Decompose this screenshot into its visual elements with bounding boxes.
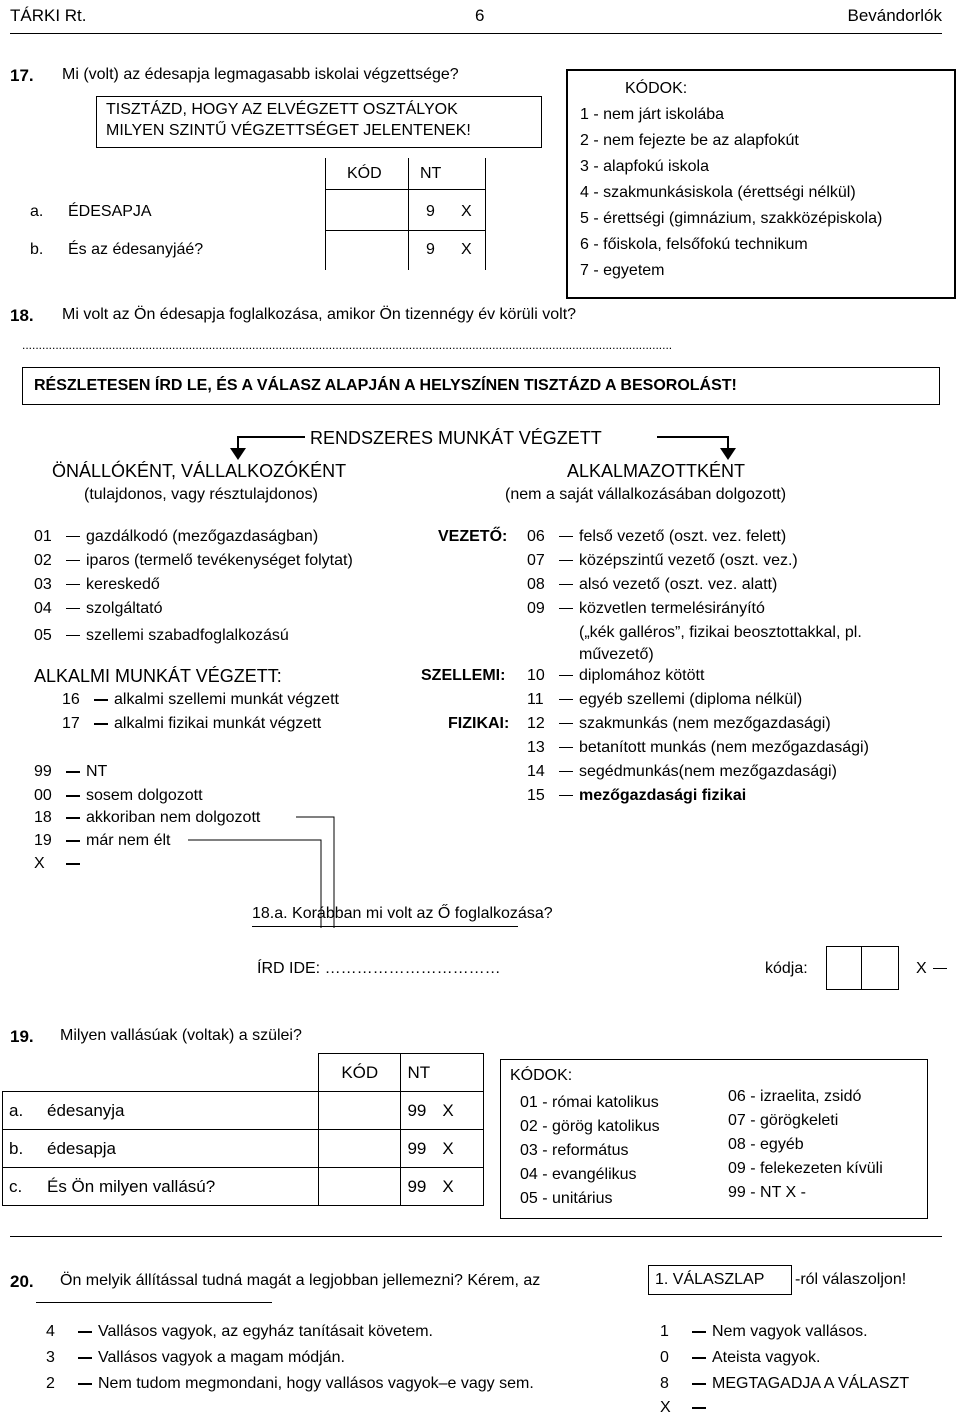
q19-row-a-nt[interactable] [401,1092,484,1130]
q18a-x-label: X [916,960,927,977]
q18-emp-label: segédmunkás(nem mezőgazdasági) [579,763,837,780]
q18-self-code: 02 [34,552,52,569]
q20-card-label: 1. VÁLASZLAP [655,1271,765,1288]
q19-codes-title: KÓDOK: [510,1067,573,1084]
q18-other-code: 99 [34,763,52,780]
q17-code-item: 7 - egyetem [580,262,665,279]
q20-number: 20. [10,1272,34,1291]
q20-after: -ról válaszoljon! [795,1271,907,1288]
q18-self-code: 05 [34,627,52,644]
q17-col-kod: KÓD [347,165,382,182]
q19-row-c-nt-value: 99 [407,1176,427,1196]
q20-option-item[interactable] [660,1323,868,1341]
q18-self-label: szolgáltató [86,600,163,617]
q18-emp-label: („kék galléros”, fizikai beosztottakkal, pl. [579,624,862,641]
q19-code-item: 02 - görög katolikus [520,1118,660,1135]
q20-option-dash [692,1357,706,1359]
q17-code-item: 5 - érettségi (gimnázium, szakközépiskola) [580,210,883,227]
q18-cat-vezeto: VEZETŐ: [438,528,508,545]
q18-other-code: 00 [34,787,52,804]
q18a-x-dash [933,968,947,969]
q19-header-blank [3,1054,319,1092]
q18-other-label: NT [86,763,108,780]
q19-row-a-label [3,1092,319,1130]
q19-table [2,1053,484,1206]
q20-option-dash [692,1331,706,1333]
q18-self-label: szellemi szabadfoglalkozású [86,627,289,644]
q20-top-rule [10,1236,942,1237]
q18-self-label: gazdálkodó (mezőgazdaságban) [86,528,319,545]
q18-emp-label: közvetlen termelésirányító [579,600,765,617]
q18-self-label: iparos (termelő tevékenységet folytat) [86,552,353,569]
q19-code-item: 07 - görögkeleti [728,1112,839,1129]
q18-other-code: 18 [34,809,52,826]
header-left: TÁRKI Rt. [10,6,87,25]
q18-self-code: 01 [34,528,52,545]
q20-option-item[interactable] [46,1323,433,1341]
q18-self-code: 04 [34,600,52,617]
q18a-x[interactable] [916,960,953,978]
q19-row-b-nt-value: 99 [407,1138,427,1158]
q19-row-b-text: édesapja [47,1138,117,1158]
q20-option-code: 3 [46,1349,55,1366]
q18-emp-label: szakmunkás (nem mezőgazdasági) [579,715,831,732]
q18a-code-box-1[interactable] [826,946,862,990]
q18-other-code: 19 [34,832,52,849]
q20-underline [36,1302,272,1303]
q17-code-item: 4 - szakmunkásiskola (érettségi nélkül) [580,184,856,201]
q20-option-label: Nem vagyok vallásos. [712,1323,868,1340]
q18-cat-szellemi: SZELLEMI: [421,667,506,684]
q20-option-item[interactable] [46,1375,534,1393]
header-page-number: 6 [475,6,485,25]
q19-row-c-letter: c. [9,1176,23,1196]
q19-number: 19. [10,1027,34,1046]
q17-row-b-label: És az édesanyjáé? [68,241,204,258]
q18-casual-label: alkalmi fizikai munkát végzett [114,715,322,732]
q20-option-code: 8 [660,1375,669,1392]
q18-emp-code: 06 [527,528,545,545]
q20-option-label: MEGTAGADJA A VÁLASZT [712,1375,910,1392]
q17-col-nt: NT [420,165,442,182]
q20-option-code: 0 [660,1349,669,1366]
q18-question: Mi volt az Ön édesapja foglalkozása, amikor Ön tizennégy év körüli volt? [62,306,577,323]
q17-row-a-nt[interactable]: 9 [426,203,435,220]
q20-option-item[interactable] [46,1349,345,1367]
q19-row-a-nt-value: 99 [407,1100,427,1120]
q19-code-item: 09 - felekezeten kívüli [728,1160,883,1177]
q18-instruction: RÉSZLETESEN ÍRD LE, ÉS A VÁLASZ ALAPJÁN A HELYSZÍNEN TISZTÁZD A BESOROLÁST! [34,377,737,394]
q18-employee-sub: (nem a saját vállalkozásában dolgozott) [505,486,787,503]
q17-instruction-line2: MILYEN SZINTŰ VÉGZETTSÉGET JELENTENEK! [106,122,471,139]
q18a-underline [252,926,518,927]
q18a-code-box-2[interactable] [861,946,899,990]
q18-emp-label: felső vezető (oszt. vez. felett) [579,528,787,545]
q20-option-label: Vallásos vagyok, az egyház tanításait követem. [98,1323,433,1340]
q18-emp-code: 10 [527,667,545,684]
q18-emp-code: 13 [527,739,545,756]
q18-self-code: 03 [34,576,52,593]
q18-emp-label: diplomához kötött [579,667,705,684]
q18-casual-code: 16 [62,691,80,708]
q18-emp-code: 07 [527,552,545,569]
q20-option-item[interactable] [660,1349,821,1367]
q19-code-item: 03 - református [520,1142,629,1159]
q19-row-b-label [3,1130,319,1168]
q19-code-item: 04 - evangélikus [520,1166,637,1183]
q19-row-c-x: X [442,1176,454,1196]
q19-code-item: 01 - római katolikus [520,1094,659,1111]
q18-emp-label: középszintű vezető (oszt. vez.) [579,552,798,569]
q19-row-c-nt[interactable] [401,1168,484,1206]
q18-emp-code: 08 [527,576,545,593]
q17-code-item: 3 - alapfokú iskola [580,158,709,175]
q20-option-label: Ateista vagyok. [712,1349,821,1366]
q20-option-code: X [660,1399,671,1416]
q19-row-a-code[interactable] [319,1092,401,1130]
q18-emp-label: művezető) [579,646,654,663]
q18-employee-title: ALKALMAZOTTKÉNT [567,461,746,481]
q19-row-a-x: X [442,1100,454,1120]
q18-self-employed-sub: (tulajdonos, vagy résztulajdonos) [84,486,318,503]
header-right: Bevándorlók [847,6,942,25]
q20-option-code: 4 [46,1323,55,1340]
q17-row-b-x[interactable]: X [461,241,472,258]
q20-option-dash [78,1357,92,1359]
q19-question: Milyen vallásúak (voltak) a szülei? [60,1027,302,1044]
q19-row-a-text: édesanyja [47,1100,125,1120]
q18a-code-label: kódja: [765,960,808,977]
q20-option-dash [692,1383,706,1385]
q18-other-code: X [34,855,45,872]
q18a-write-here[interactable]: ÍRD IDE: …………………………… [257,960,501,977]
q18-self-label: kereskedő [86,576,160,593]
q18-casual-label: alkalmi szellemi munkát végzett [114,691,339,708]
q17-codes-title: KÓDOK: [625,80,688,97]
q18-emp-label: egyéb szellemi (diploma nélkül) [579,691,803,708]
q18-other-label: sosem dolgozott [86,787,203,804]
q20-option-label: Nem tudom megmondani, hogy vallásos vagyok–e vagy sem. [98,1375,534,1392]
q19-row-b-nt[interactable] [401,1130,484,1168]
q17-row-a-label: ÉDESAPJA [68,203,152,220]
q19-row-a-letter: a. [9,1100,24,1120]
q18-regular-work: RENDSZERES MUNKÁT VÉGZETT [310,428,602,448]
q19-row-b-letter: b. [9,1138,24,1158]
q19-row-b-code[interactable] [319,1130,401,1168]
q19-col-kod: KÓD [319,1054,401,1092]
q20-option-dash [78,1383,92,1385]
q18-emp-code: 11 [527,691,544,708]
q17-row-a-x[interactable]: X [461,203,472,220]
q18-self-employed-title: ÖNÁLLÓKÉNT, VÁLLALKOZÓKÉNT [52,461,347,481]
q20-option-dash [692,1407,706,1409]
q17-code-item: 6 - főiskola, felsőfokú technikum [580,236,808,253]
q17-number: 17. [10,66,34,85]
q19-code-item: 05 - unitárius [520,1190,613,1207]
q18-casual-title: ALKALMI MUNKÁT VÉGZETT: [34,666,282,686]
q18-cat-fizikai: FIZIKAI: [448,715,510,732]
q18-number: 18. [10,306,34,325]
q19-code-item: 99 - NT X - [728,1184,806,1201]
q18-other-label: már nem élt [86,832,171,849]
q20-option-item[interactable] [660,1399,712,1417]
q18-answer-dots[interactable]: ................................................................................................................................................................................................... [22,338,673,352]
q17-question: Mi (volt) az édesapja legmagasabb iskolai végzettsége? [62,66,459,83]
q17-code-item: 1 - nem járt iskolába [580,106,725,123]
q18a-question: 18.a. Korábban mi volt az Ő foglalkozása? [252,905,553,922]
q18-casual-code: 17 [62,715,80,732]
q18-emp-label: alsó vezető (oszt. vez. alatt) [579,576,778,593]
q17-row-a-letter: a. [30,203,44,220]
q18-emp-label: mezőgazdasági fizikai [579,787,747,804]
q18-emp-code: 14 [527,763,545,780]
q18-other-label: akkoriban nem dolgozott [86,809,261,826]
q19-row-c-code[interactable] [319,1168,401,1206]
q19-col-nt: NT [401,1054,484,1092]
q17-row-b-letter: b. [30,241,44,258]
q19-code-item: 06 - izraelita, zsidó [728,1088,862,1105]
q18-emp-label: betanított munkás (nem mezőgazdasági) [579,739,869,756]
q20-option-code: 2 [46,1375,55,1392]
q18-emp-code: 15 [527,787,545,804]
q20-question: Ön melyik állítással tudná magát a legjobban jellemezni? Kérem, az [60,1272,541,1289]
q20-option-item[interactable] [660,1375,909,1393]
q19-row-c-text: És Ön milyen vallású? [47,1176,216,1196]
q19-code-item: 08 - egyéb [728,1136,804,1153]
q18-emp-code: 09 [527,600,545,617]
q20-option-label: Vallásos vagyok a magam módján. [98,1349,345,1366]
q17-code-item: 2 - nem fejezte be az alapfokút [580,132,799,149]
q17-row-b-nt[interactable]: 9 [426,241,435,258]
q17-instruction-line1: TISZTÁZD, HOGY AZ ELVÉGZETT OSZTÁLYOK [106,101,458,118]
q19-row-c-label [3,1168,319,1206]
q18-emp-code: 12 [527,715,545,732]
q20-option-code: 1 [660,1323,669,1340]
q20-option-dash [78,1331,92,1333]
q19-row-b-x: X [442,1138,454,1158]
